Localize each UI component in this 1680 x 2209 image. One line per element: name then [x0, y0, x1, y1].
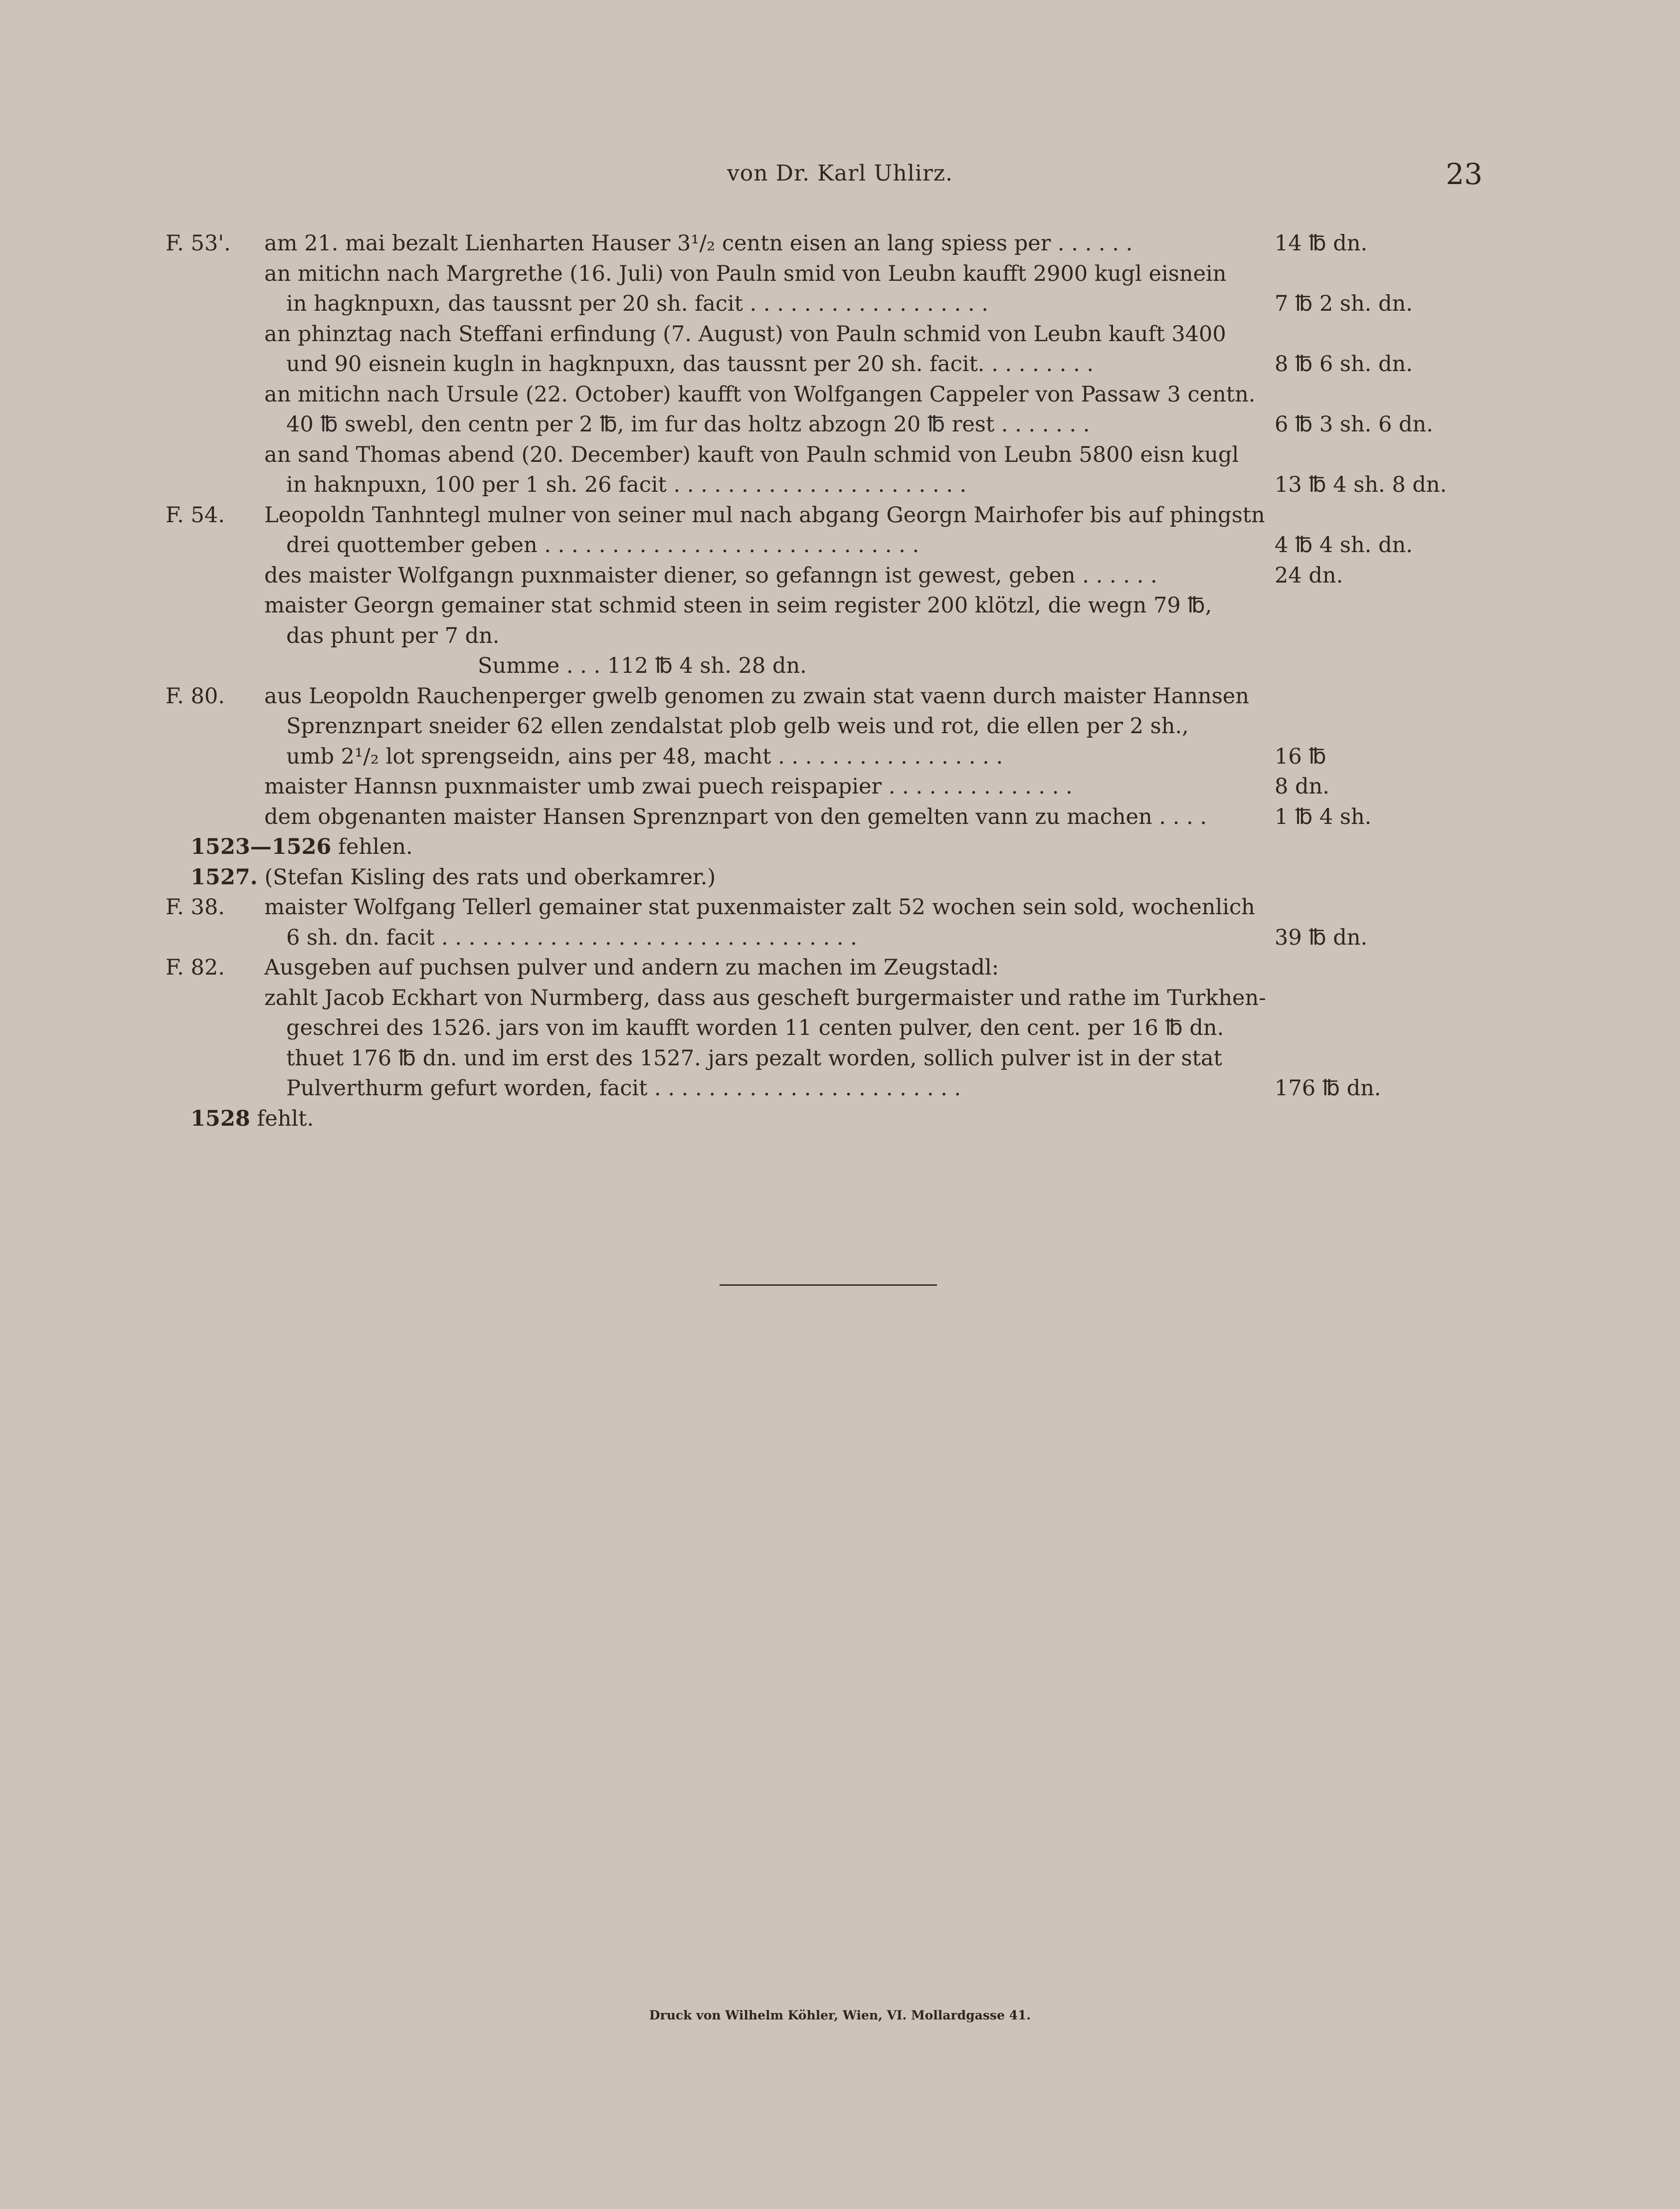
ledger-line — [0, 832, 1680, 862]
entry-text: maister Georgn gemainer stat schmid steen in seim register 200 klötzl, die wegn 79 ℔, — [264, 593, 1212, 618]
entry-text: thuet 176 ℔ dn. und im erst des 1527. jars pezalt worden, sollich pulver ist in der stat — [286, 1045, 1222, 1071]
ledger-line — [0, 380, 1680, 409]
ledger-line — [0, 772, 1680, 802]
year-note: fehlen. — [331, 834, 413, 859]
printer-imprint: Druck von Wilhelm Köhler, Wien, VI. Mollardgasse 41. — [649, 2008, 1031, 2022]
ledger-line — [0, 802, 1680, 832]
ledger-line — [0, 983, 1680, 1013]
year-note: fehlt. — [250, 1106, 314, 1131]
entry-text: Summe . . . 112 ℔ 4 sh. 28 dn. — [478, 653, 807, 678]
entry-text: Sprenznpart sneider 62 ellen zendalstat plob gelb weis und rot, die ellen per 2 sh., — [286, 714, 1189, 739]
entry-text: 40 ℔ swebl, den centn per 2 ℔, im fur das holtz abzogn 20 ℔ rest . . . . . . . — [286, 412, 1090, 437]
entry-text: umb 2¹/₂ lot sprengseidn, ains per 48, macht . . . . . . . . . . . . . . . . . — [286, 744, 1003, 769]
ledger-line — [0, 621, 1680, 651]
year-note: (Stefan Kisling des rats und oberkamrer.) — [257, 864, 716, 890]
ledger-line — [0, 319, 1680, 349]
entry-amount: 4 ℔ 4 sh. dn. — [1275, 533, 1413, 558]
entry-text: und 90 eisnein kugln in hagknpuxn, das taussnt per 20 sh. facit. . . . . . . . . — [286, 352, 1094, 377]
entry-text: aus Leopoldn Rauchenperger gwelb genomen zu zwain stat vaenn durch maister Hannsen — [264, 683, 1249, 709]
folio-reference: F. 82. — [166, 955, 225, 980]
ledger-line — [0, 711, 1680, 741]
running-header: von Dr. Karl Uhlirz. — [727, 161, 953, 186]
entry-amount: 6 ℔ 3 sh. 6 dn. — [1275, 412, 1433, 437]
ledger-line — [0, 892, 1680, 922]
folio-reference: F. 54. — [166, 502, 225, 528]
entry-amount: 39 ℔ dn. — [1275, 925, 1368, 950]
entry-text: des maister Wolfgangn puxnmaister diener, so gefanngn ist gewest, geben . . . . . . — [264, 563, 1157, 588]
entry-text: an phinztag nach Steffani erfindung (7. August) von Pauln schmid von Leubn kauft 3400 — [264, 321, 1226, 347]
ledger-line — [0, 470, 1680, 500]
ledger-line — [0, 259, 1680, 289]
ledger-line — [0, 1073, 1680, 1103]
ledger-line — [0, 651, 1680, 681]
entry-text: geschrei des 1526. jars von im kaufft worden 11 centen pulver, den cent. per 16 ℔ dn. — [286, 1015, 1224, 1040]
ledger-line — [0, 862, 1680, 892]
folio-reference: F. 38. — [166, 895, 225, 920]
folio-reference: F. 80. — [166, 683, 225, 709]
entry-amount: 14 ℔ dn. — [1275, 231, 1368, 256]
entry-text: Leopoldn Tanhntegl mulner von seiner mul nach abgang Georgn Mairhofer bis auf phingstn — [264, 502, 1265, 528]
entry-text: Ausgeben auf puchsen pulver und andern zu machen im Zeugstadl: — [264, 955, 999, 980]
entry-text: das phunt per 7 dn. — [286, 623, 500, 648]
ledger-line — [0, 228, 1680, 258]
entry-amount: 7 ℔ 2 sh. dn. — [1275, 291, 1413, 316]
page-number: 23 — [1446, 157, 1483, 191]
entry-text: an sand Thomas abend (20. December) kauft von Pauln schmid von Leubn 5800 eisn kugl — [264, 442, 1239, 467]
year-label: 1528 — [190, 1106, 250, 1131]
entry-text: maister Hannsn puxnmaister umb zwai puech reispapier . . . . . . . . . . . . . . — [264, 774, 1073, 799]
ledger-line — [0, 500, 1680, 530]
ledger-line — [0, 1043, 1680, 1073]
section-divider — [720, 1284, 937, 1286]
ledger-line — [0, 530, 1680, 560]
ledger-line — [0, 591, 1680, 620]
ledger-line — [0, 289, 1680, 319]
entry-text: maister Wolfgang Tellerl gemainer stat puxenmaister zalt 52 wochen sein sold, wochenlich — [264, 895, 1255, 920]
entry-amount: 1 ℔ 4 sh. — [1275, 804, 1372, 829]
entry-text: zahlt Jacob Eckhart von Nurmberg, dass aus gescheft burgermaister und rathe im Turkhen- — [264, 985, 1266, 1010]
ledger-line — [0, 440, 1680, 470]
year-heading — [190, 832, 413, 862]
ledger-line — [0, 742, 1680, 772]
ledger-line — [0, 953, 1680, 983]
entry-amount: 24 dn. — [1275, 563, 1343, 588]
ledger-line — [0, 923, 1680, 953]
entry-text: am 21. mai bezalt Lienharten Hauser 3¹/₂ centn eisen an lang spiess per . . . . . . — [264, 231, 1133, 256]
entry-text: an mitichn nach Margrethe (16. Juli) von Pauln smid von Leubn kaufft 2900 kugl eisnein — [264, 261, 1227, 286]
entry-amount: 8 ℔ 6 sh. dn. — [1275, 352, 1413, 377]
entry-amount: 8 dn. — [1275, 774, 1329, 799]
entry-text: in hagknpuxn, das taussnt per 20 sh. facit . . . . . . . . . . . . . . . . . . — [286, 291, 988, 316]
entry-amount: 176 ℔ dn. — [1275, 1076, 1381, 1101]
ledger-line — [0, 409, 1680, 439]
ledger-line — [0, 1013, 1680, 1043]
entry-text: dem obgenanten maister Hansen Sprenznpart von den gemelten vann zu machen . . . . — [264, 804, 1207, 829]
year-heading — [190, 1104, 314, 1134]
entry-text: 6 sh. dn. facit . . . . . . . . . . . . . . . . . . . . . . . . . . . . . . . — [286, 925, 857, 950]
entry-text: in haknpuxn, 100 per 1 sh. 26 facit . . . . . . . . . . . . . . . . . . . . . . — [286, 472, 967, 497]
entry-amount: 13 ℔ 4 sh. 8 dn. — [1275, 472, 1447, 497]
ledger-line — [0, 1104, 1680, 1134]
entry-text: Pulverthurm gefurt worden, facit . . . . . . . . . . . . . . . . . . . . . . . — [286, 1076, 961, 1101]
entry-amount: 16 ℔ — [1275, 744, 1326, 769]
entry-text: an mitichn nach Ursule (22. October) kaufft von Wolfgangen Cappeler von Passaw 3 centn. — [264, 382, 1256, 407]
year-label: 1527. — [190, 864, 258, 890]
folio-reference: F. 53'. — [166, 231, 231, 256]
ledger-line — [0, 681, 1680, 711]
ledger-line — [0, 349, 1680, 379]
year-label: 1523—1526 — [190, 834, 332, 859]
entry-text: drei quottember geben . . . . . . . . . . . . . . . . . . . . . . . . . . . . — [286, 533, 920, 558]
year-heading — [190, 862, 716, 892]
ledger-line — [0, 561, 1680, 591]
